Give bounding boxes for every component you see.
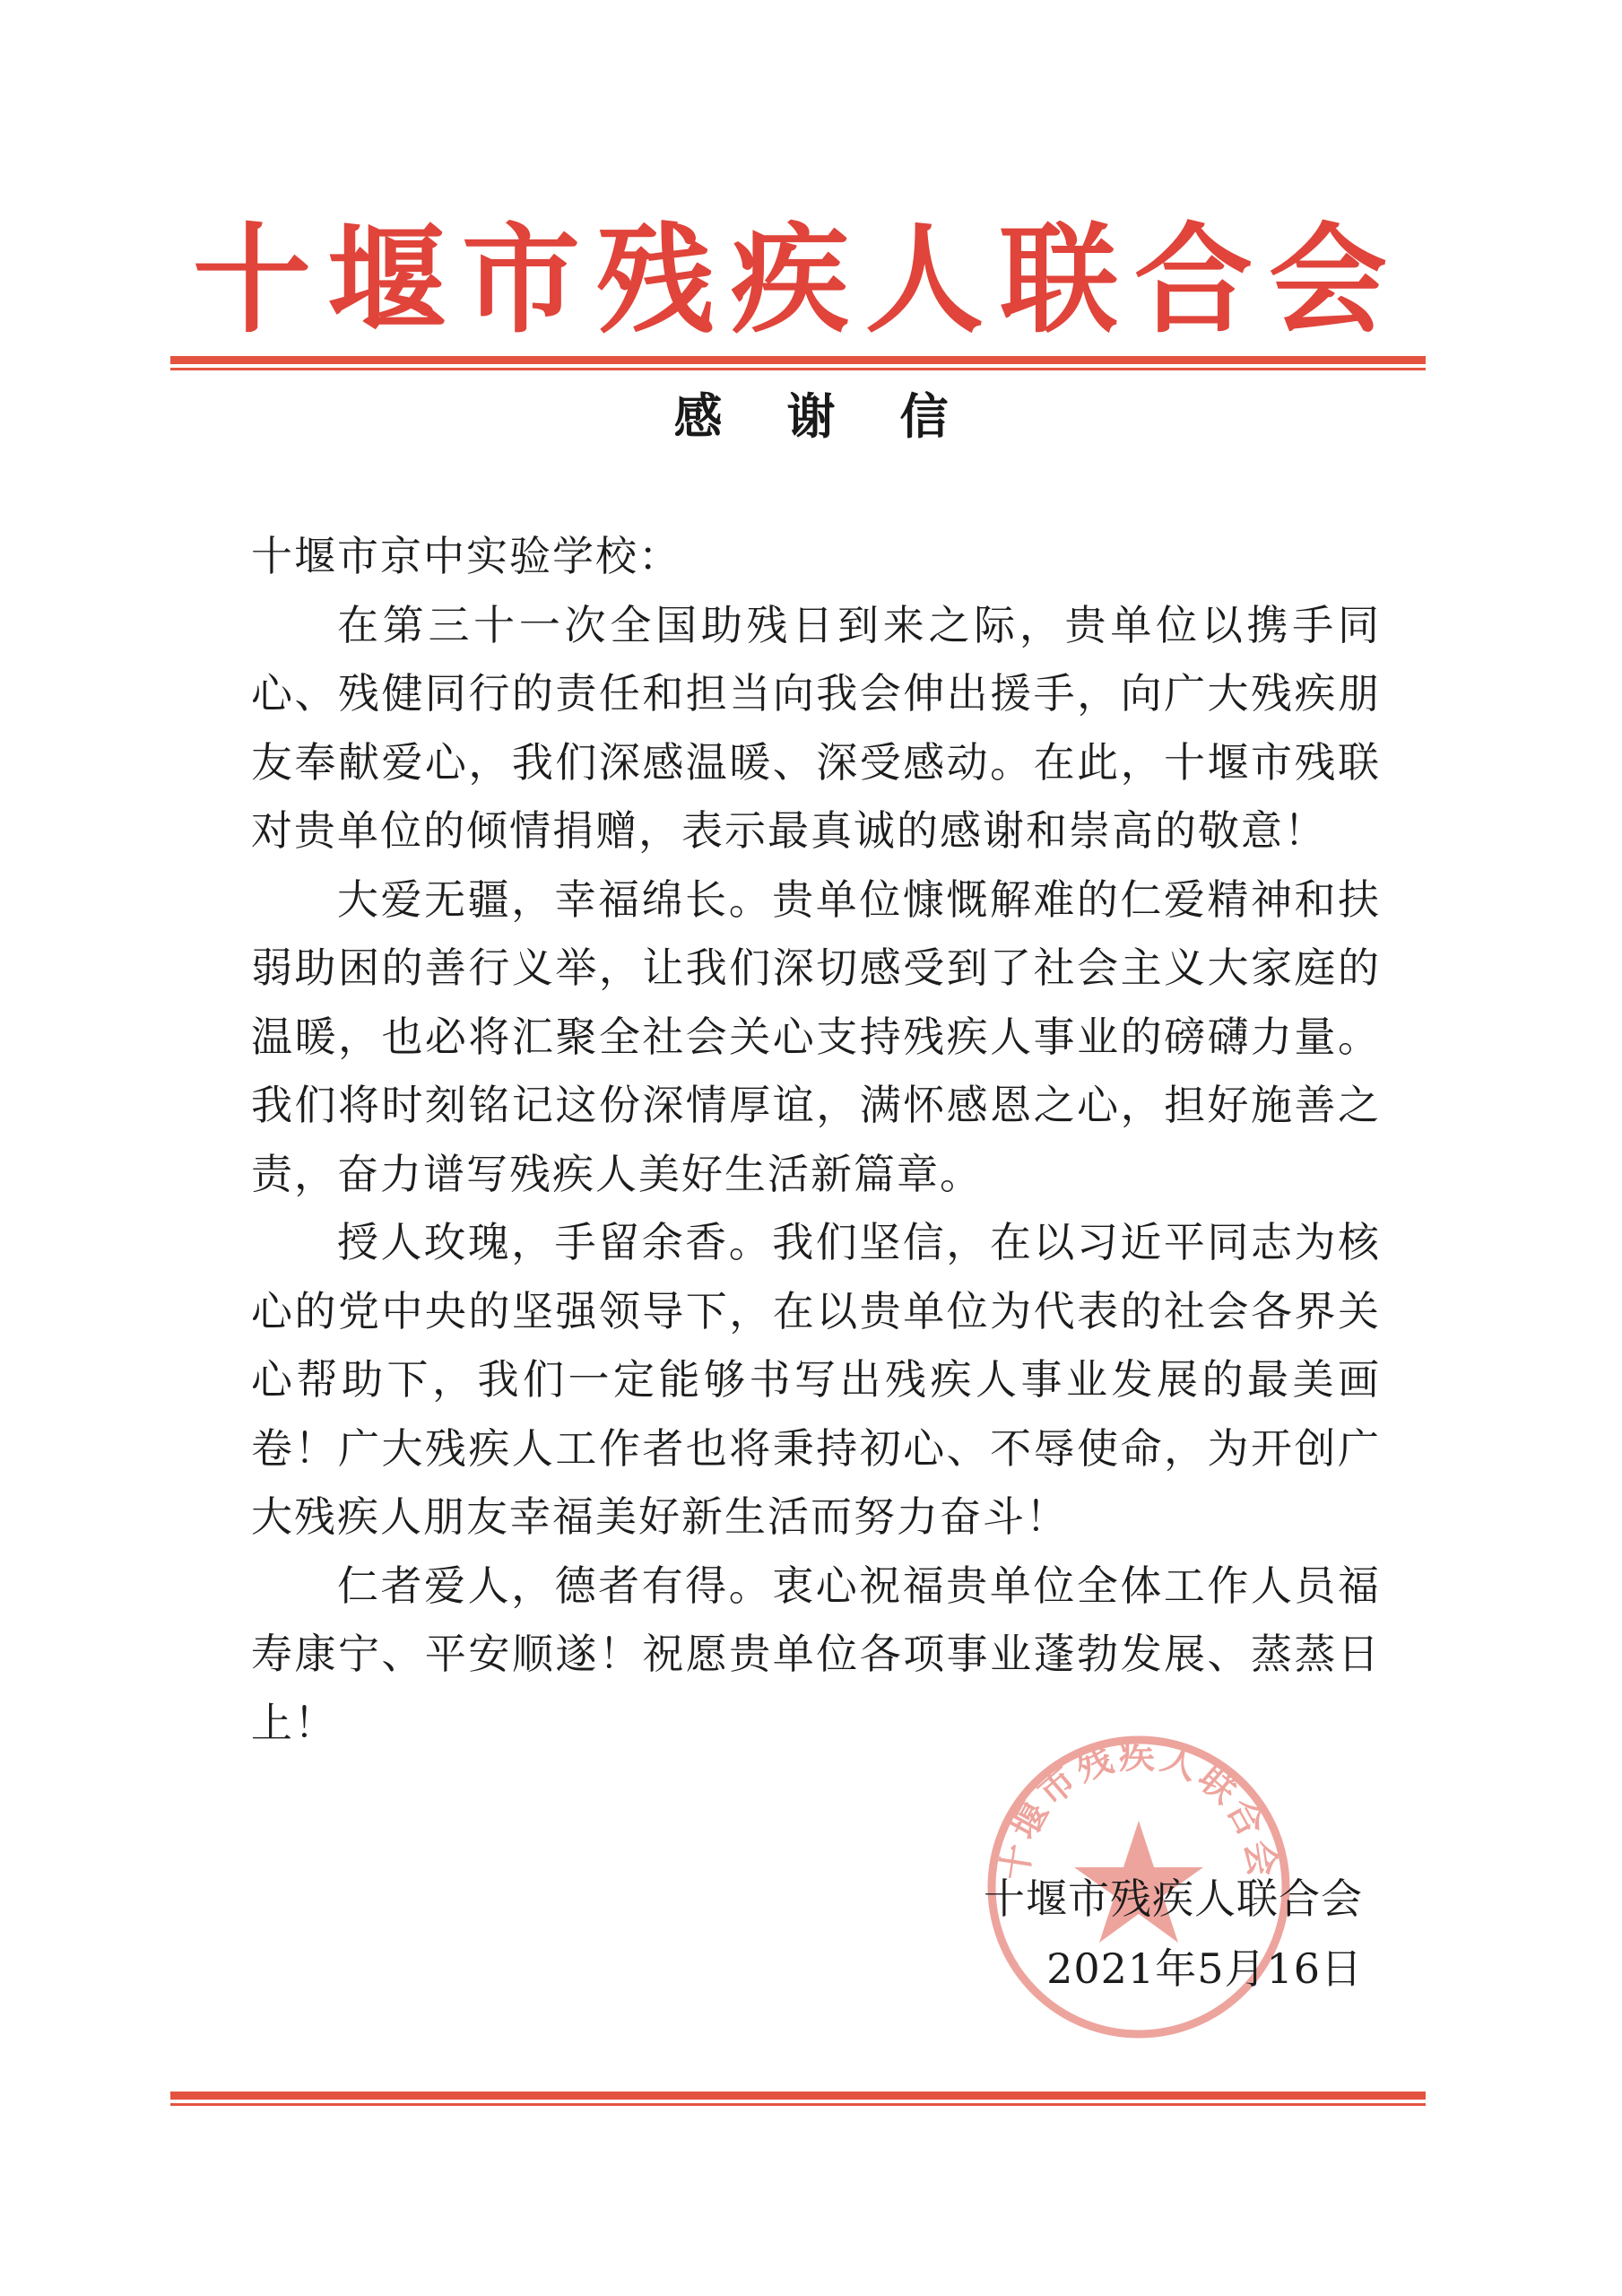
letter-date: 2021年5月16日 <box>1046 1944 1363 1993</box>
document-title: 感谢信 <box>673 387 1013 445</box>
header-divider <box>170 356 1426 370</box>
paragraph-1: 在第三十一次全国助残日到来之际，贵单位以携手同心、残健同行的责任和担当向我会伸出援手，向广大残疾朋友奉献爱心，我们深感温暖、深受感动。在此，十堰市残联对贵单位的倾情捐赠，表示最真诚的感谢和崇高的敬意！ <box>251 600 1381 855</box>
salutation: 十堰市京中实验学校： <box>251 532 681 580</box>
paragraph-4: 仁者爱人，德者有得。衷心祝福贵单位全体工作人员福寿康宁、平安顺遂！祝愿贵单位各项事业蓬勃发展、蒸蒸日上！ <box>251 1561 1381 1747</box>
paragraph-3: 授人玫瑰，手留余香。我们坚信，在以习近平同志为核心的党中央的坚强领导下，在以贵单位为代表的社会各界关心帮助下，我们一定能够书写出残疾人事业发展的最美画卷！广大残疾人工作者也将秉持初心、不辱使命，为开创广大残疾人朋友幸福美好新生活而努力奋斗！ <box>251 1218 1381 1541</box>
letter-body <box>251 522 1381 1757</box>
signature-block <box>932 1864 1363 2004</box>
sender-name: 十堰市残疾人联合会 <box>984 1874 1363 1923</box>
letterhead-title: 十堰市残疾人联合会 <box>193 211 1403 350</box>
seal-arc-text: 十堰市残疾人联合会 <box>993 1734 1285 1883</box>
paragraph-2: 大爱无疆，幸福绵长。贵单位慷慨解难的仁爱精神和扶弱助困的善行义举，让我们深切感受到了社会主义大家庭的温暖，也必将汇聚全社会关心支持残疾人事业的磅礴力量。我们将时刻铭记这份深情厚谊，满怀感恩之心，担好施善之责，奋力谱写残疾人美好生活新篇章。 <box>251 874 1381 1198</box>
footer-divider <box>170 2092 1426 2106</box>
